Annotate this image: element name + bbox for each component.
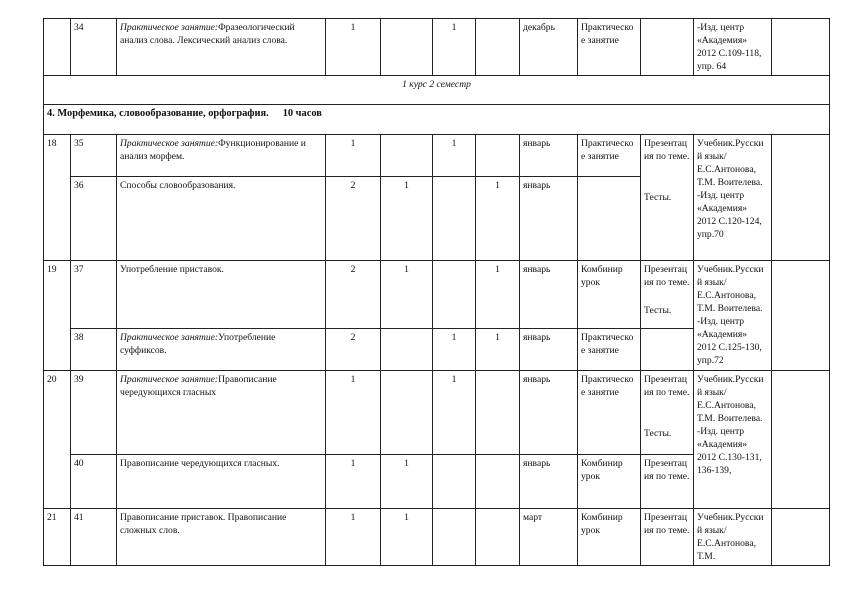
literature-cell: Учебник.Русский язык/ Е.С.Антонова, Т.М. Воителева. -Изд. центр «Академия» 2012 С.120-124, упр.70 xyxy=(694,135,772,261)
lesson-topic: Способы словообразования. xyxy=(117,177,326,261)
lesson-topic: Употребление приставок. xyxy=(117,261,326,329)
lesson-number: 34 xyxy=(71,19,117,76)
literature-cell: Учебник.Русский язык/ Е.С.Антонова, Т.М. Воителева. -Изд. центр «Академия» 2012 С.125-130, упр.72 xyxy=(694,261,772,371)
literature-cell: Учебник.Русский язык/ Е.С.Антонова, Т.М. xyxy=(694,509,772,566)
lesson-type: Практическое занятие xyxy=(578,19,641,76)
table-row: 40 Правописание чередующихся гласных. 1 1 январь Комбинир урок Презентация по теме. xyxy=(44,455,830,509)
week-cell: 21 xyxy=(44,509,71,566)
week-cell: 20 xyxy=(44,371,71,509)
presentation-cell: Презентация по теме. Тесты. xyxy=(641,261,694,329)
lesson-number: 39 xyxy=(71,371,117,455)
lesson-plan-table xyxy=(43,18,830,566)
presentation-cell: Презентация по теме. Тесты. xyxy=(641,371,694,455)
lesson-topic: Правописание чередующихся гласных. xyxy=(117,455,326,509)
lesson-number: 35 xyxy=(71,135,117,177)
table-row: 21 41 Правописание приставок. Правописание сложных слов. 1 1 март Комбинир урок Презентация по теме. Учебник.Русский язык/ Е.С.Антонова, Т.М. xyxy=(44,509,830,566)
lesson-topic: Практическое занятие:Правописание чередующихся гласных xyxy=(117,371,326,455)
lesson-number: 36 xyxy=(71,177,117,261)
presentation-cell: Презентация по теме. xyxy=(641,455,694,509)
lesson-number: 37 xyxy=(71,261,117,329)
lesson-number: 40 xyxy=(71,455,117,509)
presentation-cell: Презентация по теме. Тесты. xyxy=(641,135,694,261)
week-cell: 18 xyxy=(44,135,71,261)
table-row: 19 37 Употребление приставок. 2 1 1 январь Комбинир урок Презентация по теме. Тесты. Учебник.Русский язык/ Е.С.Антонова, Т.М. Воителева. -Изд. центр «Академия» 2012 С.125-130, упр.72 xyxy=(44,261,830,329)
semester-label: 1 курс 2 семестр xyxy=(44,76,830,105)
table-row: 38 Практическое занятие:Употребление суффиксов. 2 1 1 январь Практическое занятие xyxy=(44,329,830,371)
lesson-topic: Правописание приставок. Правописание сложных слов. xyxy=(117,509,326,566)
week-cell: 19 xyxy=(44,261,71,371)
lesson-number: 38 xyxy=(71,329,117,371)
presentation-cell: Презентация по теме. xyxy=(641,509,694,566)
table-row: 36 Способы словообразования. 2 1 1 январь xyxy=(44,177,830,261)
semester-row xyxy=(44,76,830,105)
lesson-number: 41 xyxy=(71,509,117,566)
lesson-topic: Практическое занятие:Фразеологический анализ слова. Лексический анализ слова. xyxy=(117,19,326,76)
hours-cell: 1 xyxy=(326,19,381,76)
section-hours: 10 часов xyxy=(282,108,322,119)
lesson-topic: Практическое занятие:Функционирование и анализ морфем. xyxy=(117,135,326,177)
literature-cell: -Изд. центр «Академия» 2012 С.109-118, упр. 64 xyxy=(694,19,772,76)
lesson-topic: Практическое занятие:Употребление суффиксов. xyxy=(117,329,326,371)
table-row: 20 39 Практическое занятие:Правописание чередующихся гласных 1 1 январь Практическое занятие Презентация по теме. Тесты. Учебник.Русский язык/ Е.С.Антонова, Т.М. Воителева. -Изд. центр «Академия» 2012 С.130-131, 136-139, xyxy=(44,371,830,455)
table-row: 18 35 Практическое занятие:Функционирование и анализ морфем. 1 1 январь Практическое занятие Презентация по теме. Тесты. Учебник.Русский язык/ Е.С.Антонова, Т.М. Воителева. -Изд. центр «Академия» 2012 С.120-124, упр.70 xyxy=(44,135,830,177)
month-cell: декабрь xyxy=(520,19,578,76)
section-title: 4. Морфемика, словообразование, орфография. 10 часов xyxy=(44,105,830,135)
section-row xyxy=(44,105,830,135)
table-row: 34 Практическое занятие:Фразеологический анализ слова. Лексический анализ слова. 1 1 декабрь Практическое занятие -Изд. центр «Академия» 2012 С.109-118, упр. 64 xyxy=(44,19,830,76)
literature-cell: Учебник.Русский язык/ Е.С.Антонова, Т.М. Воителева. -Изд. центр «Академия» 2012 С.130-131, 136-139, xyxy=(694,371,772,509)
